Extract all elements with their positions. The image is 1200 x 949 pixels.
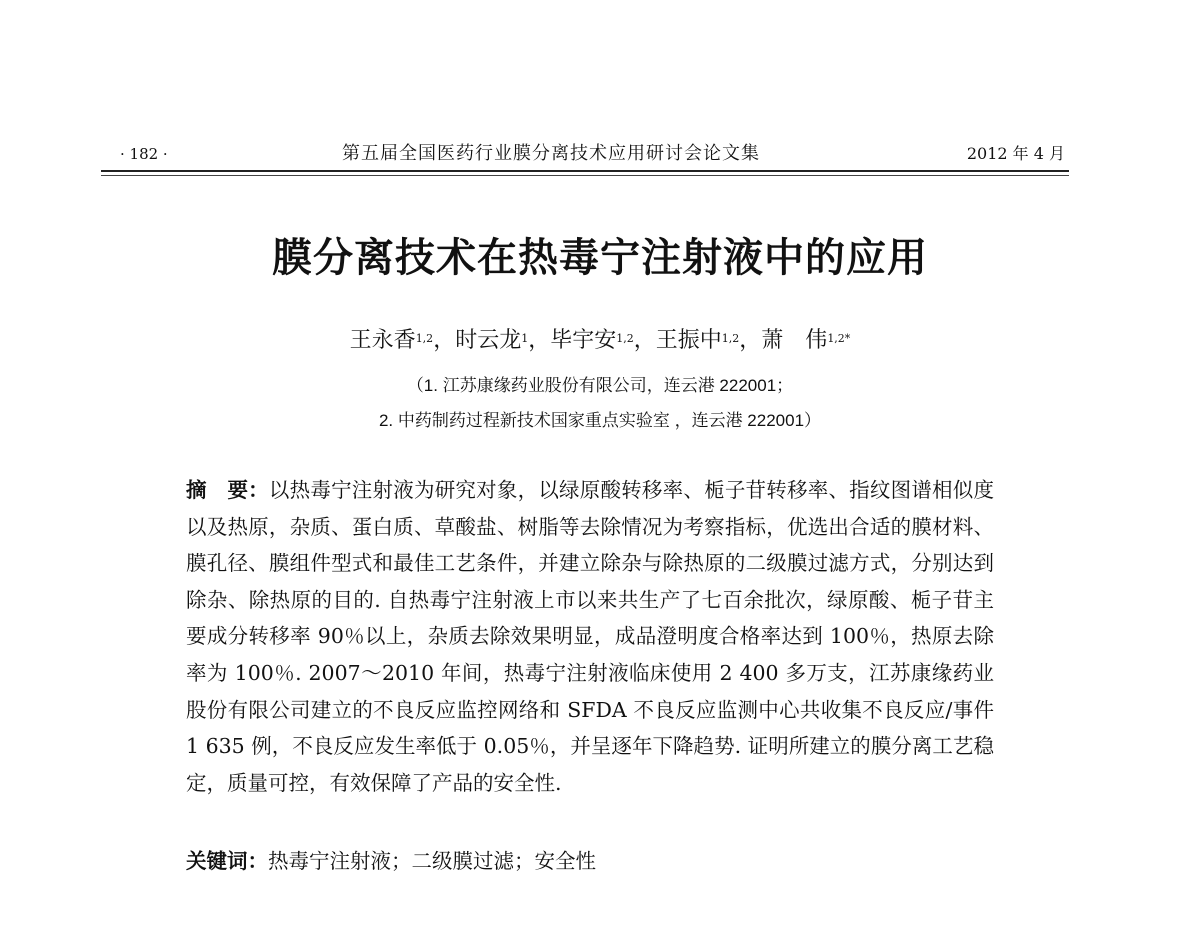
author: 王永香$^{1,2}$， [349, 328, 456, 353]
proceedings-date: 2012 年 4 月 [966, 144, 1065, 163]
affiliation-line-1: （1. 江苏康缘药业股份有限公司，连云港 222001； [406, 376, 794, 395]
proceedings-title: 第五届全国医药行业膜分离技术应用研讨会论文集 [342, 143, 760, 164]
abstract [186, 472, 994, 801]
header-rule-thick [101, 170, 1069, 172]
author: 萧 伟$^{1,2*}$ [761, 328, 851, 353]
abstract-label: 摘 要： [186, 478, 269, 502]
page-number: · 182 · [120, 145, 168, 163]
running-header [120, 142, 1065, 166]
keywords-label: 关键词： [186, 849, 268, 873]
author-list [0, 325, 1200, 357]
keywords [186, 843, 994, 879]
article-title: 膜分离技术在热毒宁注射液中的应用 [272, 234, 928, 281]
keywords-text: 热毒宁注射液；二级膜过滤；安全性 [268, 849, 596, 873]
affiliation-line-2: 2. 中药制药过程新技术国家重点实验室 ，连云港 222001） [378, 411, 822, 430]
abstract-text: 以热毒宁注射液为研究对象，以绿原酸转移率、栀子苷转移率、指纹图谱相似度以及热原，杂质、蛋白质、草酸盐、树脂等去除情况为考察指标，优选出合适的膜材料、膜孔径、膜组件型式和最佳工艺条件，并建立除杂与除热原的二级膜过滤方式，分别达到除杂、除热原的目的. 自热毒宁注射液上市以来共生产了七百余批次，绿原酸、栀子苷主要成分转移率 90％以上，杂质去除效果明显，成品澄明度合格率达到 100％，热原去除率为 100％. 2007～2010 年间，热毒宁注射液临床使用 2 400 多万支，江苏康缘药业股份有限公司建立的不良反应监控网络和 SFDA 不良反应监测中心共收集不良反应/事件 1 635 例，不良反应发生率低于 0.05％，并呈逐年下降趋势. 证明所建立的膜分离工艺稳定，质量可控，有效保障了产品的安全性. [186, 478, 995, 795]
author: 毕宇安$^{1,2}$， [550, 328, 656, 353]
author: 王振中$^{1,2}$， [655, 328, 762, 353]
author: 时云龙$^1$， [455, 328, 551, 353]
header-rule-thin [101, 175, 1069, 176]
